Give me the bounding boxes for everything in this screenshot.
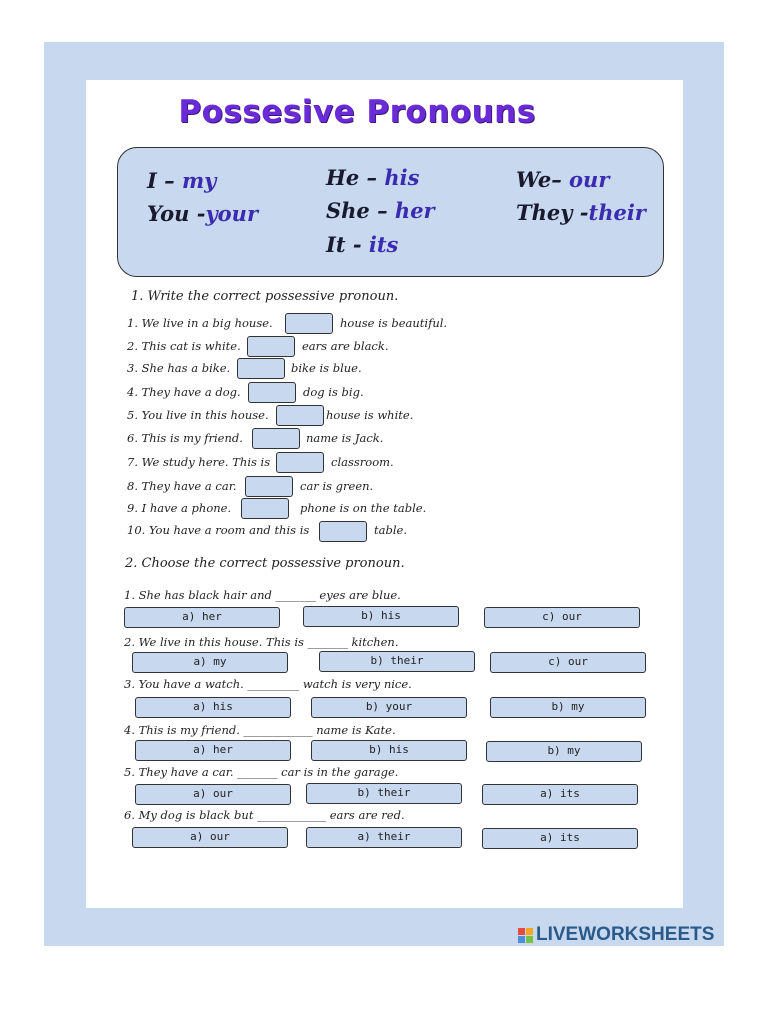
exercise-1-item-2-text: 2. This cat is white. xyxy=(127,339,241,353)
exercise-2-q5-option-a[interactable]: a) our xyxy=(135,784,291,805)
exercise-1-item-5-rest: house is white. xyxy=(326,408,414,422)
exercise-1-item-10-text: 10. You have a room and this is xyxy=(127,523,310,537)
exercise-2-q3-option-c[interactable]: b) my xyxy=(490,697,646,718)
section-1-title: 1. Write the correct possessive pronoun. xyxy=(131,289,399,304)
exercise-2-question-3-text: 3. You have a watch. _________ watch is very nice. xyxy=(124,677,412,691)
exercise-2-q2-option-a[interactable]: a) my xyxy=(132,652,288,673)
exercise-2-q1-option-a[interactable]: a) her xyxy=(124,607,280,628)
exercise-2-question-2-text: 2. We live in this house. This is _______ kitchen. xyxy=(124,635,399,649)
exercise-1-item-3-text: 3. She has a bike. xyxy=(127,361,231,375)
exercise-1-item-8-text: 8. They have a car. xyxy=(127,479,237,493)
exercise-2-q1-option-c[interactable]: c) our xyxy=(484,607,640,628)
exercise-1-item-6-rest: name is Jack. xyxy=(306,431,384,445)
exercise-1-item-4-answer-field[interactable] xyxy=(248,382,296,403)
exercise-2-q6-option-b[interactable]: a) their xyxy=(306,827,462,848)
exercise-1-item-6-text: 6. This is my friend. xyxy=(127,431,243,445)
exercise-2-q4-option-b[interactable]: b) his xyxy=(311,740,467,761)
exercise-1-item-9-text: 9. I have a phone. xyxy=(127,501,232,515)
exercise-1-item-4-rest: dog is big. xyxy=(303,385,364,399)
exercise-1-item-1-text: 1. We live in a big house. xyxy=(127,316,273,330)
exercise-1-item-10-answer-field[interactable] xyxy=(319,521,367,542)
pronoun-pair-you: You -your xyxy=(147,201,259,226)
exercise-1-item-6-answer-field[interactable] xyxy=(252,428,300,449)
exercise-2-q3-option-b[interactable]: b) your xyxy=(311,697,467,718)
exercise-1-item-5-text: 5. You live in this house. xyxy=(127,408,269,422)
worksheet-title: Possesive Pronouns xyxy=(178,94,536,130)
exercise-1-item-4-text: 4. They have a dog. xyxy=(127,385,241,399)
liveworksheets-logo-icon xyxy=(518,928,533,943)
exercise-2-q2-option-b[interactable]: b) their xyxy=(319,651,475,672)
section-2-title: 2. Choose the correct possessive pronoun. xyxy=(125,556,405,571)
pronoun-pair-they: They -their xyxy=(516,200,646,225)
liveworksheets-logo-text: LIVEWORKSHEETS xyxy=(536,924,715,945)
exercise-1-item-3-answer-field[interactable] xyxy=(237,358,285,379)
exercise-2-question-6-text: 6. My dog is black but ____________ ears are red. xyxy=(124,808,405,822)
exercise-1-item-3-rest: bike is blue. xyxy=(291,361,362,375)
liveworksheets-logo xyxy=(518,924,714,946)
exercise-1-item-2-rest: ears are black. xyxy=(302,339,389,353)
exercise-1-item-5-answer-field[interactable] xyxy=(276,405,324,426)
exercise-1-item-7-text: 7. We study here. This is xyxy=(127,455,271,469)
exercise-2-question-5-text: 5. They have a car. _______ car is in the garage. xyxy=(124,765,399,779)
exercise-2-question-4-text: 4. This is my friend. ____________ name is Kate. xyxy=(124,723,396,737)
pronoun-pair-it: It - its xyxy=(326,232,399,257)
exercise-1-item-7-answer-field[interactable] xyxy=(276,452,324,473)
exercise-2-question-1-text: 1. She has black hair and _______ eyes are blue. xyxy=(124,588,401,602)
exercise-1-item-1-answer-field[interactable] xyxy=(285,313,333,334)
exercise-2-q3-option-a[interactable]: a) his xyxy=(135,697,291,718)
exercise-2-q6-option-a[interactable]: a) our xyxy=(132,827,288,848)
exercise-2-q1-option-b[interactable]: b) his xyxy=(303,606,459,627)
exercise-2-q5-option-b[interactable]: b) their xyxy=(306,783,462,804)
pronoun-pair-she: She – her xyxy=(326,198,435,223)
exercise-2-q4-option-a[interactable]: a) her xyxy=(135,740,291,761)
exercise-1-item-8-answer-field[interactable] xyxy=(245,476,293,497)
pronoun-pair-he: He – his xyxy=(326,165,420,190)
exercise-2-q2-option-c[interactable]: c) our xyxy=(490,652,646,673)
exercise-1-item-10-rest: table. xyxy=(374,523,407,537)
exercise-2-q4-option-c[interactable]: b) my xyxy=(486,741,642,762)
exercise-2-q6-option-c[interactable]: a) its xyxy=(482,828,638,849)
exercise-1-item-9-answer-field[interactable] xyxy=(241,498,289,519)
exercise-1-item-8-rest: car is green. xyxy=(300,479,374,493)
exercise-1-item-2-answer-field[interactable] xyxy=(247,336,295,357)
pronoun-pair-we: We– our xyxy=(516,167,610,192)
pronoun-pair-i: I – my xyxy=(147,168,217,193)
exercise-1-item-1-rest: house is beautiful. xyxy=(340,316,448,330)
exercise-1-item-7-rest: classroom. xyxy=(331,455,394,469)
exercise-1-item-9-rest: phone is on the table. xyxy=(300,501,427,515)
exercise-2-q5-option-c[interactable]: a) its xyxy=(482,784,638,805)
